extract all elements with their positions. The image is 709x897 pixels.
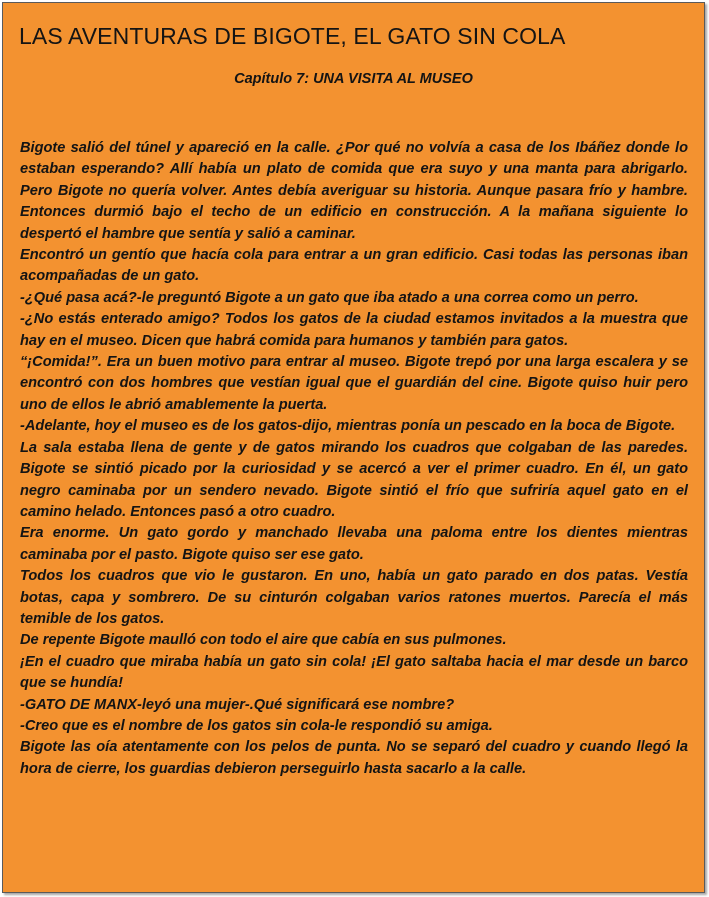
paragraph: -¿No estás enterado amigo? Todos los gatos de la ciudad estamos invitados a la muestra que hay en el museo. Dicen que habrá comida para humanos y también para gatos. <box>20 311 688 349</box>
story-title: LAS AVENTURAS DE BIGOTE, EL GATO SIN COLA <box>19 23 566 49</box>
story-body <box>20 138 688 780</box>
paragraph: -Creo que es el nombre de los gatos sin cola-le respondió su amiga. <box>20 717 493 734</box>
paragraph: La sala estaba llena de gente y de gatos mirando los cuadros que colgaban de las paredes. Bigote se sintió picado por la curiosidad y se acercó a ver el primer cuadro. En él, un gato negro caminaba por un sendero nevado. Bigote sintió el frío que sufriría aquel gato en el camino helado. Entonces pasó a otro cuadro. <box>20 439 688 520</box>
paragraph: Todos los cuadros que vio le gustaron. En uno, había un gato parado en dos patas. Vestía botas, capa y sombrero. De su cinturón colgaban varios ratones muertos. Parecía el más temible de los gatos. <box>20 568 688 627</box>
paragraph: Bigote salió del túnel y apareció en la calle. ¿Por qué no volvía a casa de los Ibáñez donde lo estaban esperando? Allí había un plato de comida que era suyo y una manta para abrigarlo. Pero Bigote no quería volver. Antes debía averiguar su historia. Aunque pasara frío y hambre. Entonces durmió bajo el techo de un edificio en construcción. A la mañana siguiente lo despertó el hambre que sentía y salió a caminar. <box>20 140 688 242</box>
paragraph: Bigote las oía atentamente con los pelos de punta. No se separó del cuadro y cuando llegó la hora de cierre, los guardias debieron perseguirlo hasta sacarlo a la calle. <box>20 739 688 777</box>
paragraph: Encontró un gentío que hacía cola para entrar a un gran edificio. Casi todas las personas iban acompañadas de un gato. <box>20 247 688 285</box>
paragraph: ¡En el cuadro que miraba había un gato sin cola! ¡El gato saltaba hacia el mar desde un barco que se hundía! <box>20 653 688 692</box>
paragraph: -GATO DE MANX-leyó una mujer-.Qué significará ese nombre? <box>20 696 455 713</box>
paragraph: -¿Qué pasa acá?-le preguntó Bigote a un gato que iba atado a una correa como un perro. <box>20 289 639 306</box>
paragraph: -Adelante, hoy el museo es de los gatos-dijo, mientras ponía un pescado en la boca de Bigote. <box>20 418 676 435</box>
paragraph: De repente Bigote maulló con todo el aire que cabía en sus pulmones. <box>20 632 507 649</box>
chapter-heading: Capítulo 7: UNA VISITA AL MUSEO <box>234 71 473 87</box>
story-page <box>2 2 705 893</box>
paragraph: Era enorme. Un gato gordo y manchado llevaba una paloma entre los dientes mientras caminaba por el pasto. Bigote quiso ser ese gato. <box>20 525 688 563</box>
paragraph: “¡Comida!”. Era un buen motivo para entrar al museo. Bigote trepó por una larga escalera y se encontró con dos hombres que vestían igual que el guardián del cine. Bigote quiso huir pero uno de ellos le abrió amablemente la puerta. <box>20 354 688 413</box>
